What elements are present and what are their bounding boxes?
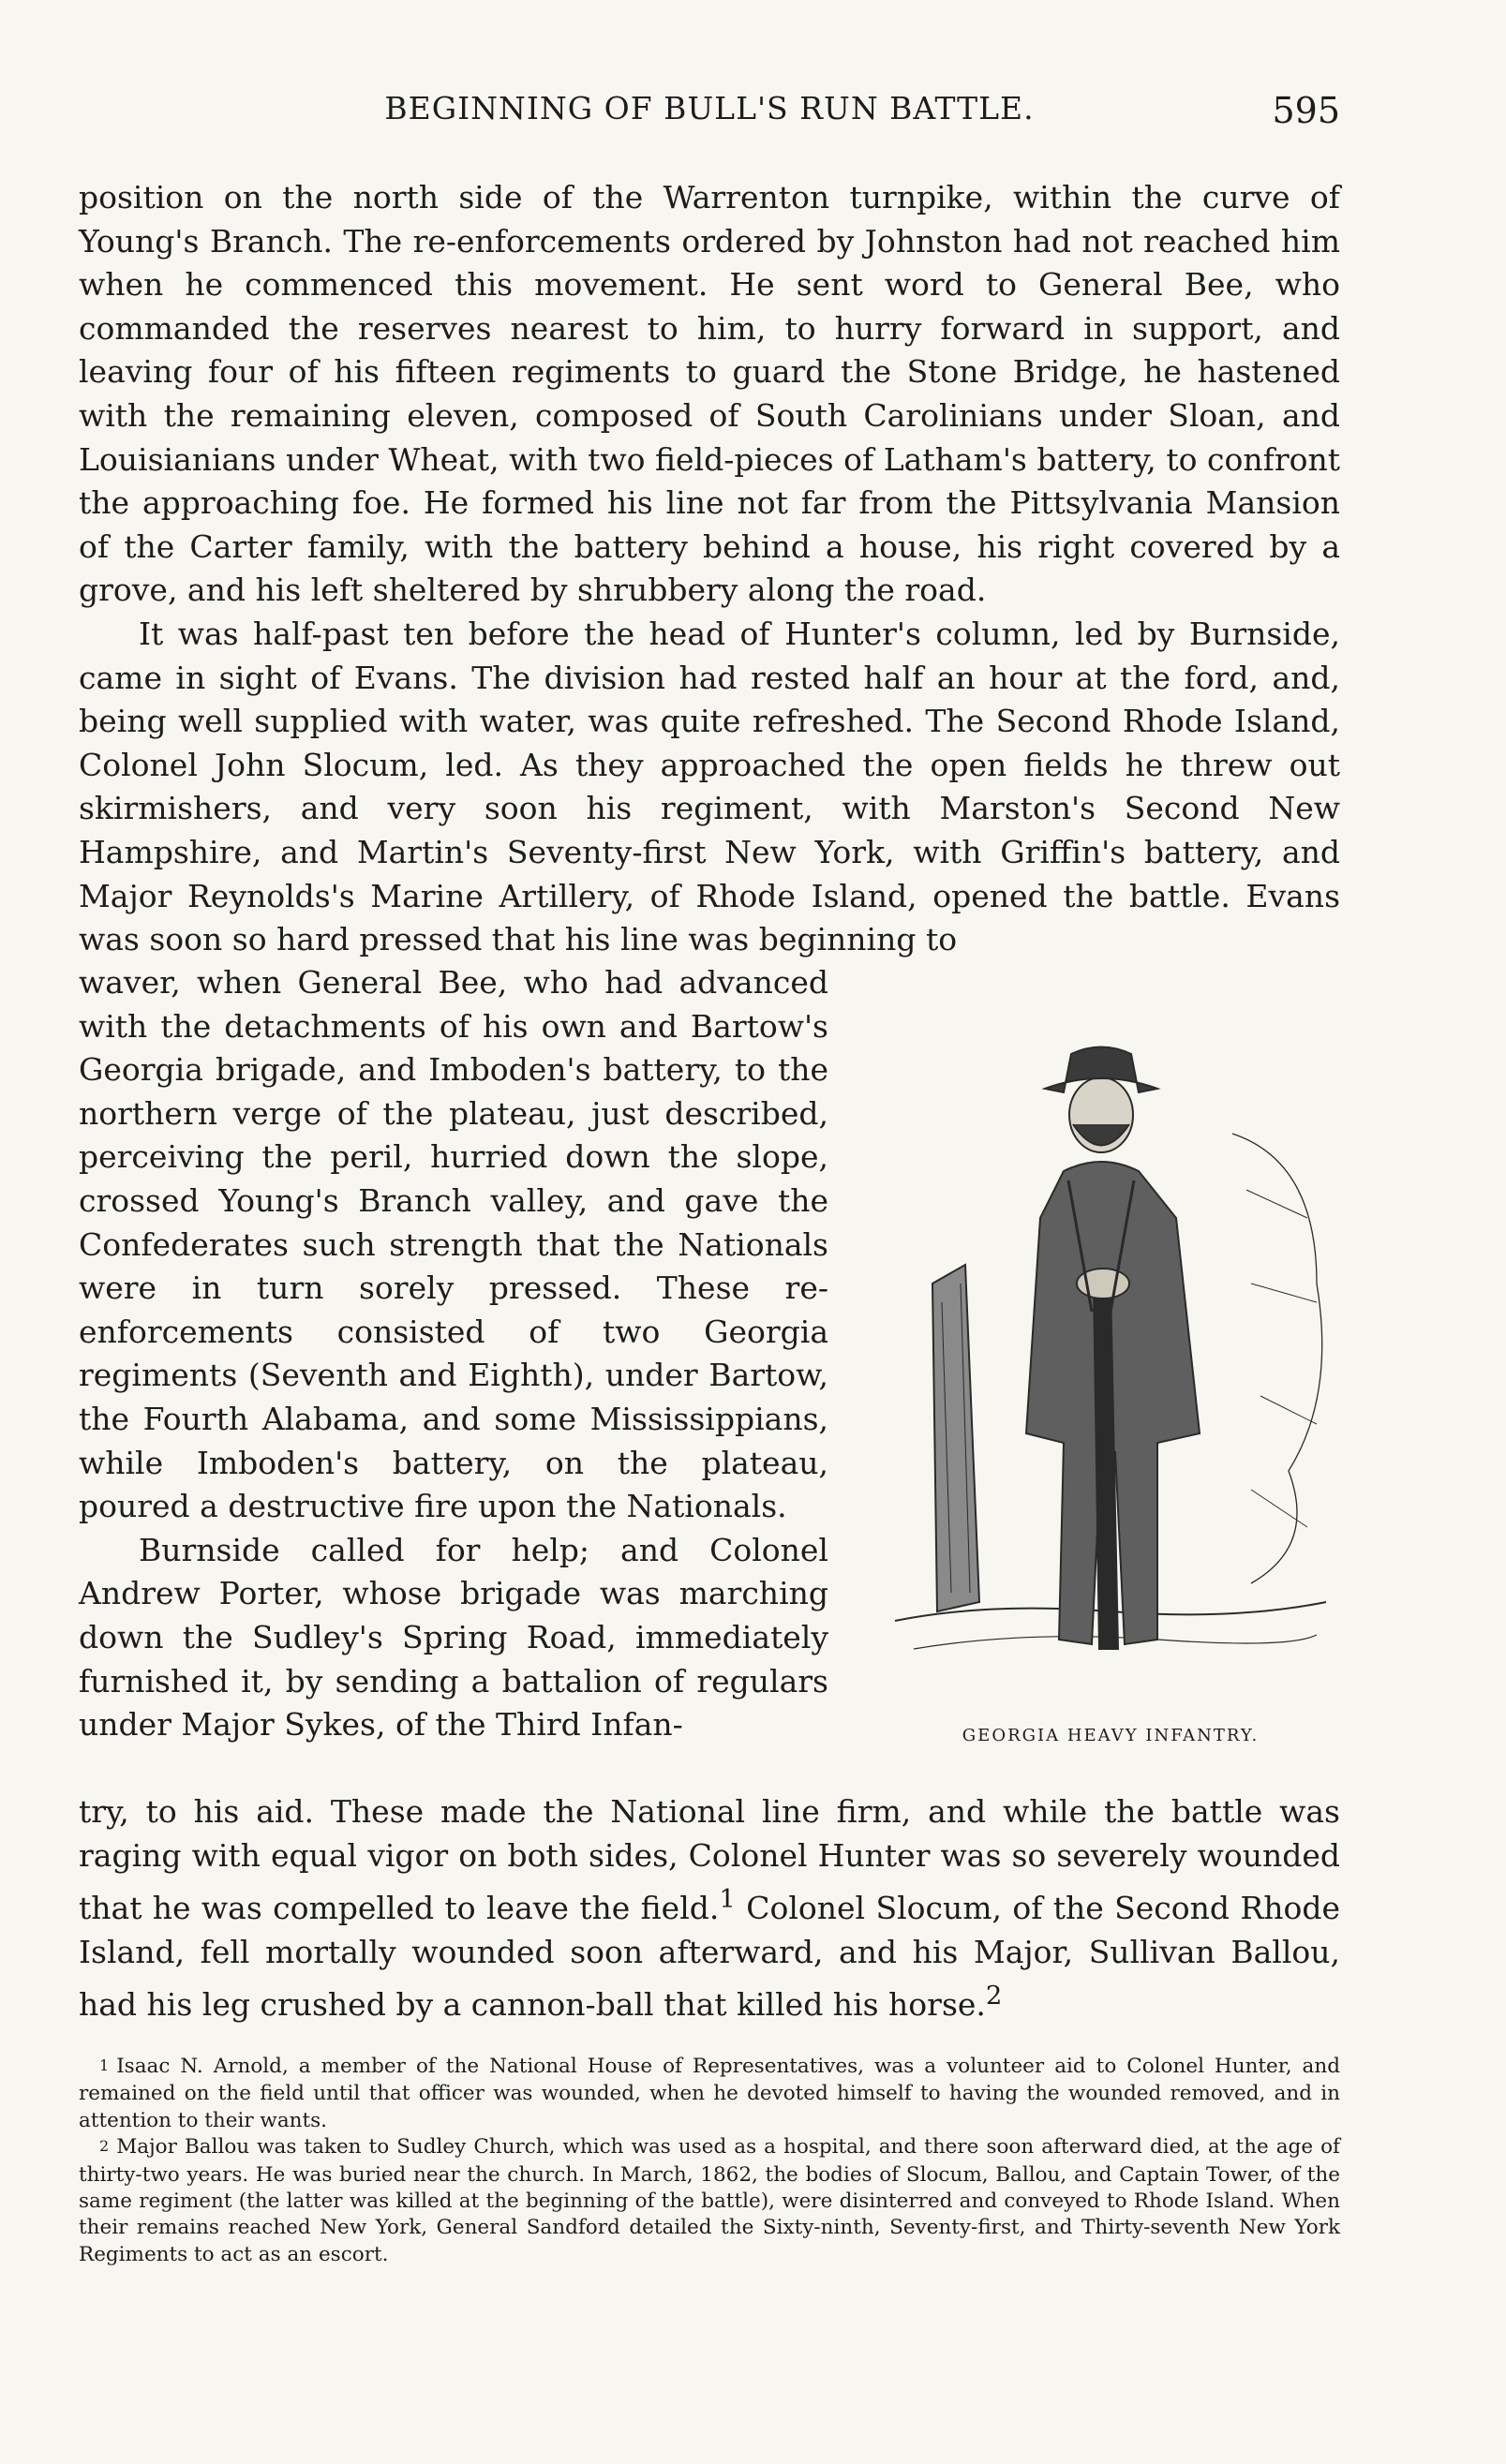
illustration-figure [876, 1002, 1345, 1752]
body-text-bottom [79, 1790, 1340, 2027]
footnote-2 [79, 2134, 1340, 2268]
footnote-ref-2[interactable]: 2 [985, 1981, 1003, 2011]
page-number: 595 [1272, 90, 1340, 131]
paragraph-3-end-a: try, to his aid. These made the National line firm, and while the battle was raging with equal vigor on both sides, Colonel Hunter was so severely wounded that he was compelled to leave the field. [79, 1793, 1340, 1927]
body-text-wrapped [79, 961, 828, 1747]
georgia-infantry-engraving [876, 1002, 1345, 1714]
paragraph-3-end [79, 1790, 1340, 2027]
footnotes [79, 2054, 1340, 2268]
running-head: BEGINNING OF BULL'S RUN BATTLE. [384, 90, 1035, 126]
footnote-ref-1[interactable]: 1 [719, 1884, 736, 1915]
footnote-1-text: Isaac N. Arnold, a member of the National House of Representatives, was a volunteer aid to Colonel Hunter, and remained on the field until that officer was wounded, when he devoted himself to having the wounded removed, and in attention to their wants. [79, 2055, 1340, 2132]
paragraph-1: position on the north side of the Warrenton turnpike, within the curve of Young's Branch. The re-enforcements ordered by Johnston had not reached him when he commenced this movement. He sent word to General Bee, who commanded the reserves nearest to him, to hurry forward in support, and leaving four of his fifteen regiments to guard the Stone Bridge, he hastened with the remaining eleven, composed of South Carolinians under Sloan, and Louisianians under Wheat, with two field-pieces of Latham's battery, to confront the approaching foe. He formed his line not far from the Pittsylvania Mansion of the Carter family, with the battery behind a house, his right covered by a grove, and his left sheltered by shrubbery along the road. [79, 179, 1340, 609]
footnote-2-text: Major Ballou was taken to Sudley Church, which was used as a hospital, and there soon afterward died, at the age of thirty-two years. He was buried near the church. In March, 1862, the bodies of Slocum, Ballou, and Captain Tower, of the same regiment (the latter was killed at the beginning of the battle), were disinterred and conveyed to Rhode Island. When their remains reached New York, General Sandford detailed the Sixty-ninth, Seventy-first, and Thirty-seventh New York Regiments to act as an escort. [79, 2135, 1340, 2266]
footnote-2-mark: 2 [99, 2137, 110, 2156]
paragraph-2-continued: waver, when General Bee, who had advanced with the detachments of his own and Bartow's Georgia brigade, and Imboden's battery, to the northern verge of the plateau, just described, perceiving the peril, hurried down the slope, crossed Young's Branch valley, and gave the Confederates such strength that the Nationals were in turn sorely pressed. These re-enforcements consisted of two Georgia regiments (Seventh and Eighth), under Bartow, the Fourth Alabama, and some Mississippians, while Imboden's battery, on the plateau, poured a destructive fire upon the Nationals. [79, 964, 828, 1525]
page-header [79, 90, 1340, 137]
figure-caption: GEORGIA HEAVY INFANTRY. [962, 1726, 1260, 1745]
paragraph-3-start: Burnside called for help; and Colonel Andrew Porter, whose brigade was marching down the Sudley's Spring Road, immediately furnished it, by sending a battalion of regulars under Major Sykes, of the Third Infan- [79, 1531, 828, 1744]
body-text-top [79, 176, 1340, 962]
paragraph-2-top: It was half-past ten before the head of Hunter's column, led by Burnside, came in sight of Evans. The division had rested half an hour at the ford, and, being well supplied with water, was quite refreshed. The Second Rhode Island, Colonel John Slocum, led. As they approached the open fields he threw out skirmishers, and very soon his regiment, with Marston's Second New Hampshire, and Martin's Seventy-first New York, with Griffin's battery, and Major Reynolds's Marine Artillery, of Rhode Island, opened the battle. Evans was soon so hard pressed that his line was beginning to [79, 615, 1340, 958]
footnote-1-mark: 1 [99, 2056, 110, 2074]
footnote-1 [79, 2054, 1340, 2134]
paragraph-3-end-b: Colonel Slocum, of the Second Rhode Island, fell mortally wounded soon afterward, and his Major, Sullivan Ballou, had his leg crushed by a cannon-ball that killed his horse. [79, 1890, 1340, 2024]
